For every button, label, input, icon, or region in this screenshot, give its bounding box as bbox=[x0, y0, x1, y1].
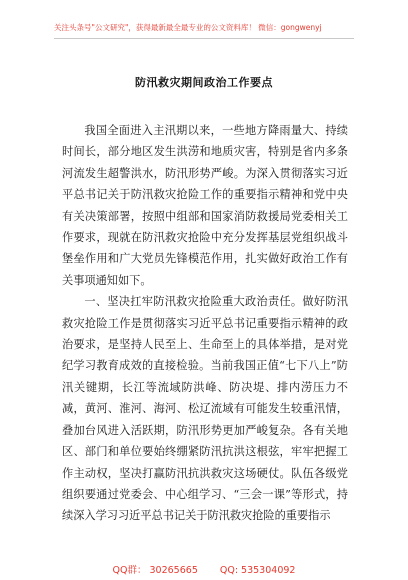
paragraph-section-1: 一、坚决扛牢防汛救灾抢险重大政治责任。做好防汛救灾抢险工作是贯彻落实习近平总书记重要指示精神的政治要求，是坚持人民至上、生命至上的具体举措，是对党纪学习教育成效的直接检验。当前我国正值“七下八上”防汛关键期，长江等流域防洪峰、防决堤、排内涝压力不减，黄河、淮河、海河、松辽流域有可能发生较重汛情，叠加台风进入活跃期，防汛形势更加严峻复杂。各有关地区、部门和单位要始终绷紧防汛抗洪这根弦，牢牢把握工作主动权，坚决打赢防汛抗洪救灾这场硬仗。队伍各级党组织要通过党委会、中心组学习、“三会一课”等形式，持续深入学习习近平总书记关于防汛救灾抢险的重要指示 bbox=[62, 295, 348, 523]
footer-contact bbox=[0, 562, 408, 576]
header-notice: 关注头条号"公文研究"，获得最新最全最专业的公文资料库！ 微信：gongwenyj bbox=[54, 23, 322, 32]
footer-qq-group: QQ群： 30265665 bbox=[112, 565, 198, 576]
paragraph-intro: 我国全面进入主汛期以来，一些地方降雨量大、持续时间长，部分地区发生洪涝和地质灾害，特别是省内多条河流发生超警洪水，防汛形势严峻。为深入贯彻落实习近平总书记关于防汛救灾抢险工作的重要指示精神和党中央有关决策部署，按照中组部和国家消防救援局党委相关工作要求，现就在防汛救灾抢险中充分发挥基层党组织战斗堡垒作用和广大党员先锋模范作用，扎实做好政治工作有关事项通知如下。 bbox=[62, 124, 348, 287]
document-title: 防汛救灾期间政治工作要点 bbox=[135, 76, 273, 89]
footer-qq-number: QQ: 535304092 bbox=[219, 565, 296, 576]
header-divider bbox=[54, 38, 354, 39]
document-body bbox=[62, 120, 348, 527]
